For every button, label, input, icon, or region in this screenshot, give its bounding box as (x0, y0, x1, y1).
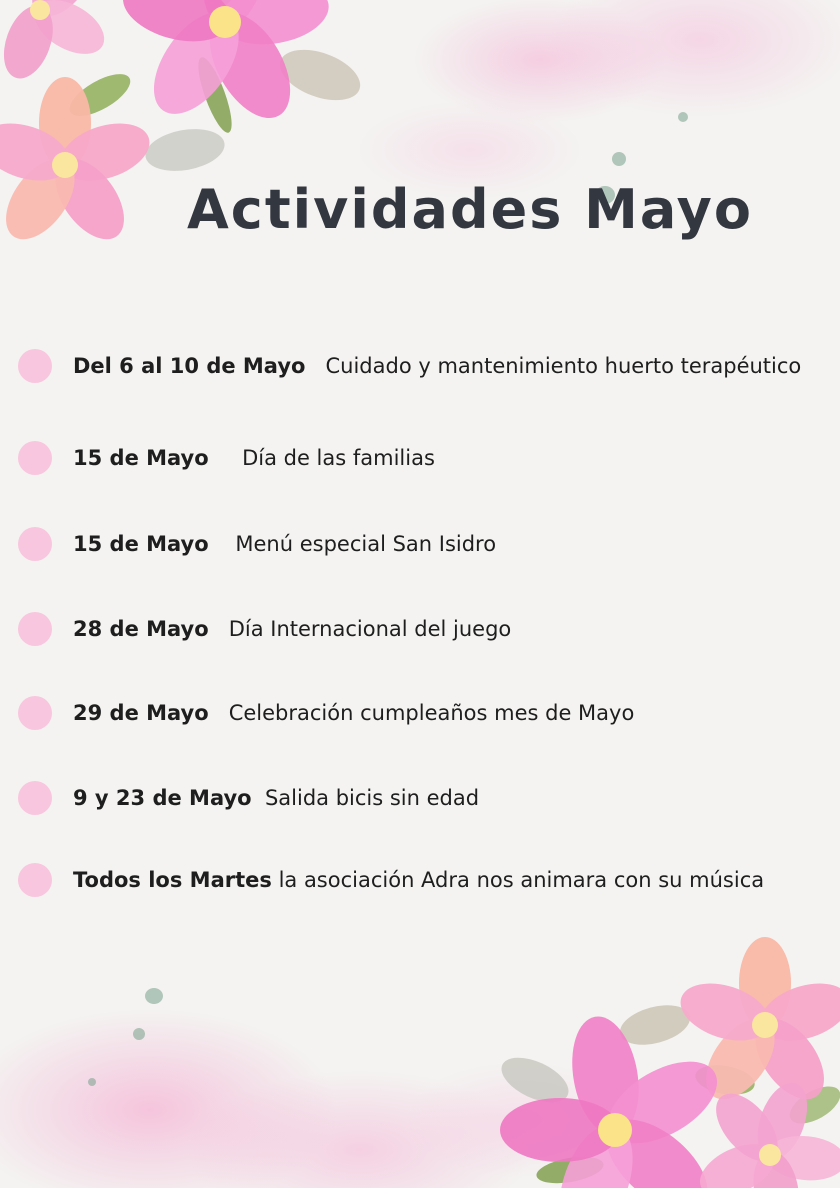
list-item (0, 346, 840, 386)
activity-date: 15 de Mayo (73, 446, 209, 470)
bullet-icon (18, 863, 52, 897)
activity-date: 15 de Mayo (73, 532, 209, 556)
activity-description: Día Internacional del juego (228, 617, 512, 641)
activity-date: 9 y 23 de Mayo (73, 786, 252, 810)
activity-description: Cuidado y mantenimiento huerto terapéutico (325, 354, 802, 378)
bullet-icon (18, 349, 52, 383)
bullet-icon (18, 441, 52, 475)
list-item (0, 438, 840, 478)
activity-date: 28 de Mayo (73, 617, 209, 641)
activity-description: Menú especial San Isidro (235, 532, 497, 556)
activity-description: Celebración cumpleaños mes de Mayo (228, 701, 635, 725)
list-item (0, 609, 840, 649)
bullet-icon (18, 696, 52, 730)
activity-date: Del 6 al 10 de Mayo (73, 354, 306, 378)
list-item (0, 778, 840, 818)
activity-description: la asociación Adra nos animara con su música (278, 868, 765, 892)
activity-date: Todos los Martes (73, 868, 272, 892)
bullet-icon (18, 612, 52, 646)
bullet-icon (18, 527, 52, 561)
list-item (0, 860, 840, 900)
list-item (0, 524, 840, 564)
bullet-icon (18, 781, 52, 815)
page-title: Actividades Mayo (187, 178, 753, 241)
list-item (0, 693, 840, 733)
activity-description: Salida bicis sin edad (264, 786, 480, 810)
activity-description: Día de las familias (242, 446, 435, 470)
activity-date: 29 de Mayo (73, 701, 209, 725)
